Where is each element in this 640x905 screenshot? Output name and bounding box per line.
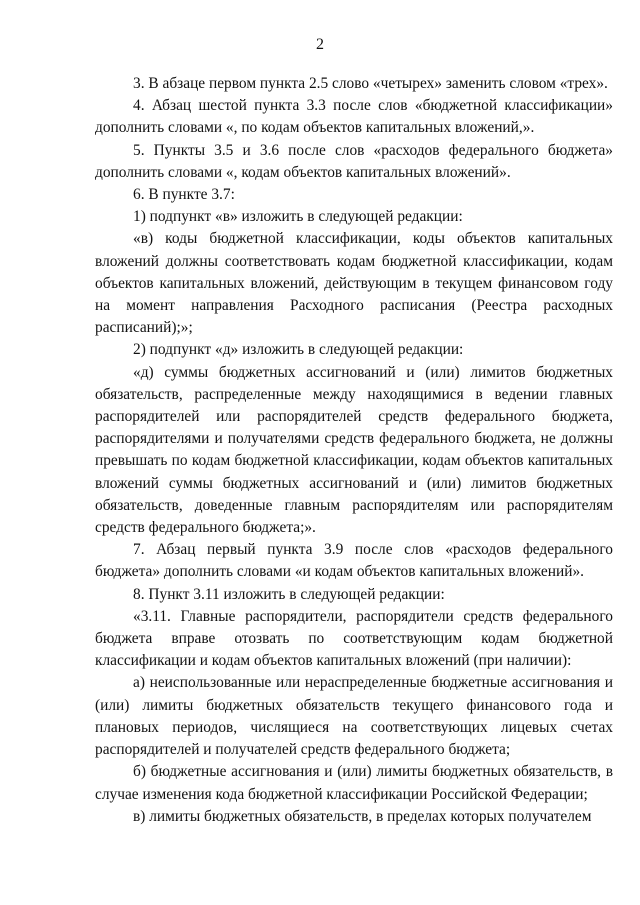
paragraph-item-8: 8. Пункт 3.11 изложить в следующей редакции: xyxy=(133,585,445,603)
paragraph-item-3-11: «3.11. Главные распорядители, распорядители средств федерального бюджета вправе отозвать по соответствующим кодам бюджетной классификации и кодам объектов капитальных вложений (при наличии): xyxy=(95,607,613,670)
paragraph-subitem-b: б) бюджетные ассигнования и (или) лимиты бюджетных обязательств, в случае изменения кода бюджетной классификации Российской Федерации; xyxy=(95,763,613,803)
paragraph-item-5: 5. Пункты 3.5 и 3.6 после слов «расходов федерального бюджета» дополнить словами «, кодам объектов капитальных вложений». xyxy=(95,141,613,181)
paragraph-subitem-v: в) лимиты бюджетных обязательств, в пределах которых получателем xyxy=(133,807,592,825)
paragraph-item-7: 7. Абзац первый пункта 3.9 после слов «расходов федерального бюджета» дополнить словами «и кодам объектов капитальных вложений». xyxy=(95,541,613,581)
paragraph-subitem-a: а) неиспользованные или нераспределенные бюджетные ассигнования и (или) лимиты бюджетных обязательств текущего финансового года и плановых периодов, числящиеся на соответствующих лицевых счетах распорядителей и получателей средств федерального бюджета; xyxy=(95,674,613,759)
paragraph-item-6: 6. В пункте 3.7: xyxy=(133,186,235,204)
paragraph-subitem-d-text: «д) суммы бюджетных ассигнований и (или) лимитов бюджетных обязательств, распределенные между находящимися в ведении главных распорядителей или распорядителей средств федерального бюджета, распорядителями и получателями средств федерального бюджета, не должны превышать по кодам бюджетной классификации, кодам объектов капитальных вложений суммы бюджетных ассигнований и (или) лимитов бюджетных обязательств, доведенные главным распорядителям или распорядителям средств федерального бюджета;». xyxy=(95,363,613,537)
page-number: 2 xyxy=(316,36,324,53)
document-body xyxy=(95,73,613,828)
paragraph-subitem-v-text: «в) коды бюджетной классификации, коды объектов капитальных вложений должны соответствовать кодам бюджетной классификации, кодам объектов капитальных вложений, действующим в текущем финансовом году на момент направления Расходного расписания (Реестра расходных расписаний);»; xyxy=(95,230,613,337)
paragraph-item-3: 3. В абзаце первом пункта 2.5 слово «четырех» заменить словом «трех». xyxy=(133,75,608,92)
paragraph-item-4: 4. Абзац шестой пункта 3.3 после слов «бюджетной классификации» дополнить словами «, по кодам объектов капитальных вложений,». xyxy=(95,97,613,137)
paragraph-subitem-2: 2) подпункт «д» изложить в следующей редакции: xyxy=(133,341,464,359)
paragraph-subitem-1: 1) подпункт «в» изложить в следующей редакции: xyxy=(133,208,463,226)
